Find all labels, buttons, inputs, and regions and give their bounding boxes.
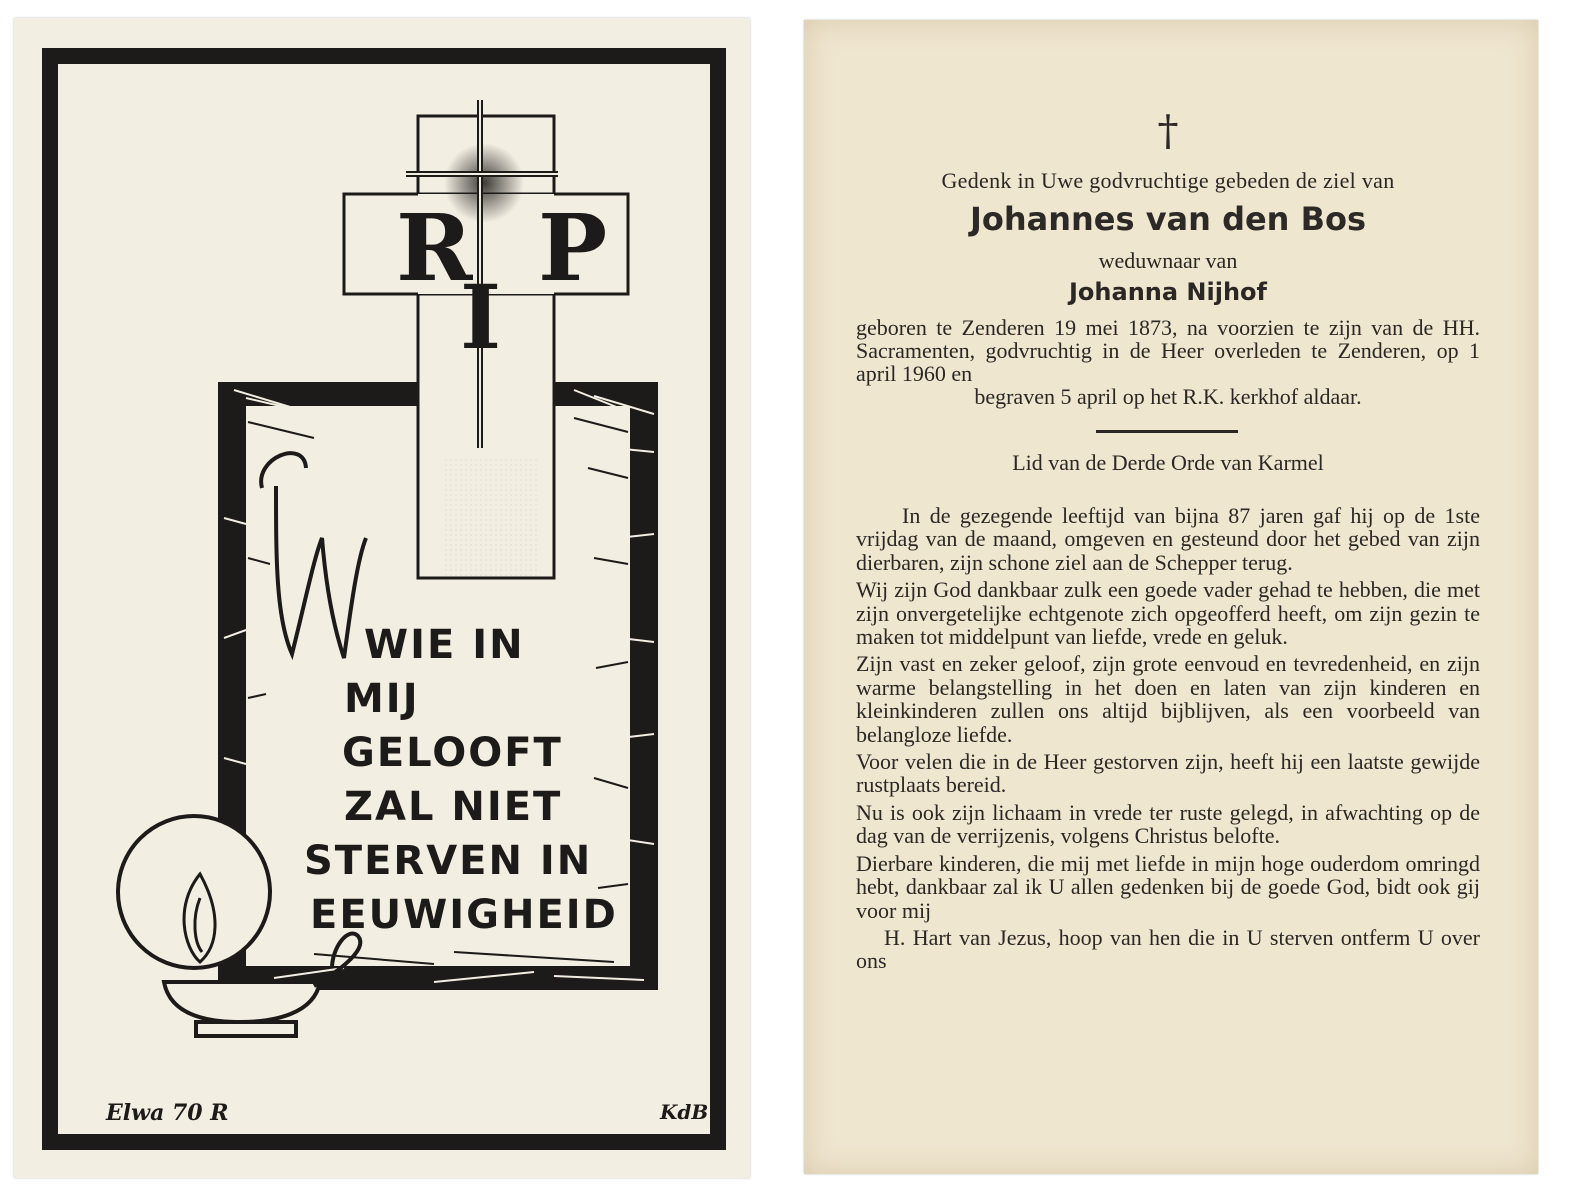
verse-line-1: WIE IN [364, 622, 525, 668]
verse-line-3: GELOOFT [342, 730, 563, 776]
verse-line-5: STERVEN IN [304, 838, 593, 884]
verse-line-6: EEUWIGHEID [310, 892, 618, 938]
birth-death-last: begraven 5 april op het R.K. kerkhof aldaar. [974, 384, 1362, 409]
paragraph: Nu is ook zijn lichaam in vrede ter ruste gelegd, in afwachting op de dag van de verrijzenis, volgens Christus belofte. [856, 799, 1480, 849]
front-illustration [14, 18, 750, 1178]
order-membership: Lid van de Derde Orde van Karmel [1012, 450, 1324, 475]
artist-signature-right: KdB [660, 1100, 709, 1124]
paragraph: Zijn vast en zeker geloof, zijn grote eenvoud en tevredenheid, en zijn warme belangstelling in het doen en laten van zijn kinderen en kleinkinderen zullen ons altijd bijblijven, als een voorbeeld van belangloze liefde. [856, 651, 1480, 747]
rip-letter-i: I [460, 265, 502, 369]
back-card [804, 20, 1538, 1174]
front-card [14, 18, 750, 1178]
paragraph: Wij zijn God dankbaar zulk een goede vader gehad te hebben, die met zijn onvergetelijke echtgenote zich opgeofferd heeft, om zijn gezin te maken tot middelpunt van liefde, vrede en geluk. [856, 577, 1480, 650]
divider [1096, 430, 1238, 433]
spouse-name: Johanna Nijhof [1069, 278, 1267, 306]
rip-letter-p: P [538, 194, 608, 302]
verse-line-4: ZAL NIET [344, 784, 563, 830]
deceased-name: Johannes van den Bos [969, 200, 1367, 238]
cross-icon: † [1157, 106, 1179, 155]
rip-letter-r: R [396, 194, 473, 302]
paragraph: Dierbare kinderen, die mij met liefde in mijn hoge ouderdom omringd hebt, dankbaar zal ik U allen gedenken bij de goede God, bidt ook gij voor mij [856, 850, 1480, 923]
widower-label: weduwnaar van [1098, 248, 1238, 273]
paragraph: In de gezegende leeftijd van bijna 87 jaren gaf hij op de 1ste vrijdag van de maand, omgeven en gesteund door het gebed van zijn dierbaren, zijn schone ziel aan de Schepper terug. [856, 503, 1480, 575]
memorial-text [856, 504, 1480, 977]
artist-signature-left: Elwa 70 R [106, 1100, 229, 1126]
intro-text: Gedenk in Uwe godvruchtige gebeden de ziel van [941, 168, 1395, 193]
paragraph: Voor velen die in de Heer gestorven zijn, heeft hij een laatste gewijde rustplaats bereid. [856, 749, 1480, 798]
verse-line-2: MIJ [344, 676, 420, 722]
birth-death-text [856, 316, 1480, 408]
paragraph: H. Hart van Jezus, hoop van hen die in U sterven ontferm U over ons [856, 924, 1480, 974]
birth-death-main: geboren te Zenderen 19 mei 1873, na voorzien te zijn van de HH. Sacramenten, godvruchtig in de Heer overleden te Zenderen, op 1 april 1960 en [856, 315, 1480, 386]
